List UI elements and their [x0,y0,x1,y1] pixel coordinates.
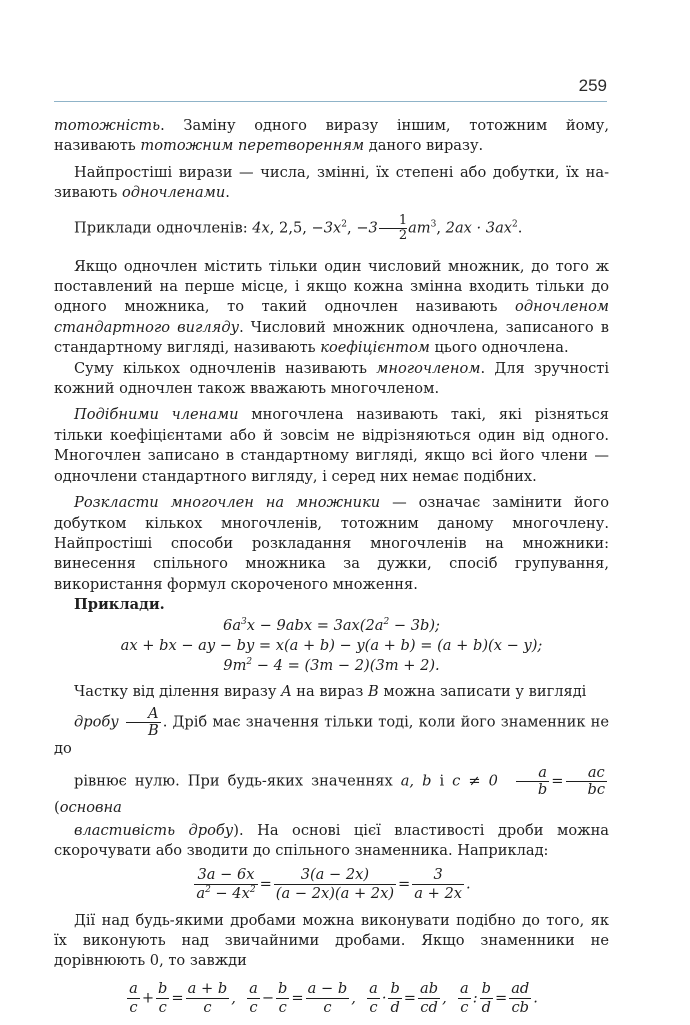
paragraph-monomials: Найпростіші вирази — числа, змінні, їх степені або добутки, їх називають одночленами. [54,163,609,202]
term-factoring: Розкласти многочлен на множники [74,494,381,512]
equation-2: ax + bx − ay − by = x(a + b) − y(a + b) = (a + b)(x − y); [120,636,543,654]
paragraph-similar-terms: Подібними членами многочлена називають такі, які різняться тільки коефіцієнтами або й зовсім не відрізняються один від одного. Многочлен записано в стандартному вигляді, якщо всі його члени — одночлени стандартного вигляду, і серед них немає подібних. [54,406,609,485]
paragraph-factoring: Розкласти многочлен на множники — означає замінити його добутком кількох многочленів, тотожним даному многочлену. Найпростіші способи розкладання многочленів на множники: винесення спільного множника за дужки, спосіб групування, використання формул скороченого множення. [54,494,609,593]
term-monomials: одночленами [121,184,226,202]
header-rule [54,101,607,102]
examples-heading: Приклади. [74,596,165,614]
equation-3: $9m^2 - 4 = (3m - 2)(3m + 2)$. [223,656,440,674]
paragraph-polynomial: Суму кількох одночленів називають многочленом. Для зручності кожний одночлен також вважають многочленом. [54,359,609,398]
term-identity: тотожність [54,117,161,134]
term-identity-transform: тотожним перетворенням [140,137,365,155]
paragraph-quotient: Частку від ділення виразу A на вираз B можна записати у вигляді [74,682,587,700]
term-standard-form: одночленом стандартного вигляду [54,298,609,336]
monomial-examples: Приклади одночленів: 4x, 2,5, $-3x^2$, −3 $\frac{1}{2}$ $am^3$, $2ax \cdot 3ax^2$. [74,212,523,243]
term-coefficient: коефіцієнтом [320,339,430,357]
fraction-a-over-b: $\frac{a}{b}$ [516,765,549,798]
fraction-a-b: $\frac{A}{B}$ [126,706,161,739]
paragraph-identity: тотожність. Заміну одного виразу іншим, тотожним йому, називають тотожним перетворенням даного виразу. [54,117,609,155]
page-number: 259 [578,76,607,95]
term-polynomial: многочленом [376,359,481,377]
fraction-operations: $\frac{a}{c}$ + $\frac{b}{c}$ = $\frac{a + b}{c}$ , $\frac{a}{c}$ − $\frac{b}{c}$ = $\frac{a - b}{c}$ , $\frac{a}{c}$ · $\frac{b}{d}$ = $\frac{ab}{cd}$ , $\frac{a}{c}$ : $\frac{b}{d}$ = $\frac{ad}{cb}$ . [129,979,538,1016]
paragraph-property: рівнює нулю. При будь-яких значеннях a, b і c ≠ 0 $\frac{a}{b}$ = $\frac{ac}{bc}$ (основна [54,764,606,817]
paragraph-operations: Дії над будь-якими дробами можна виконувати подібно до того, як їх виконують над звичайними дробами. Якщо знаменники не дорівнюють 0, то завжди [54,911,609,970]
equation-1: $6a^3x - 9abx = 3ax(2a^2 - 3b)$; [223,616,440,634]
term-similar-terms: Подібними членами [74,406,239,424]
mixed-fraction: $\frac{1}{2}$ [379,214,407,243]
term-main-property: властивість дробу [74,821,234,839]
paragraph-fraction: дробу $\frac{A}{B}$ . Дріб має значення тільки тоді, коли його знаменник не до [54,704,609,757]
fraction-ac-over-bc: $\frac{ac}{bc}$ [566,765,608,798]
page-content [54,116,609,1025]
fraction-example: $\frac{3a - 6x}{a^2 - 4x^2}$ = $\frac{3(a - 2x)}{(a - 2x)(a + 2x)}$ = $\frac{3}{a + 2x}$ . [196,865,471,902]
paragraph-standard-form: Якщо одночлен містить тільки один числовий множник, до того ж поставлений на перше місце, і якщо кожна змінна входить тільки до одного множника, то такий одночлен називають одночленом стандартного вигляду. Числовий множник одночлена, записаного в стандартному вигляді, називають коефіцієнтом цього одночлена. [54,257,610,357]
paragraph-property-cont: властивість дробу). На основі цієї властивості дроби можна скорочувати або зводити до спільного знаменника. Наприклад: [54,821,610,860]
